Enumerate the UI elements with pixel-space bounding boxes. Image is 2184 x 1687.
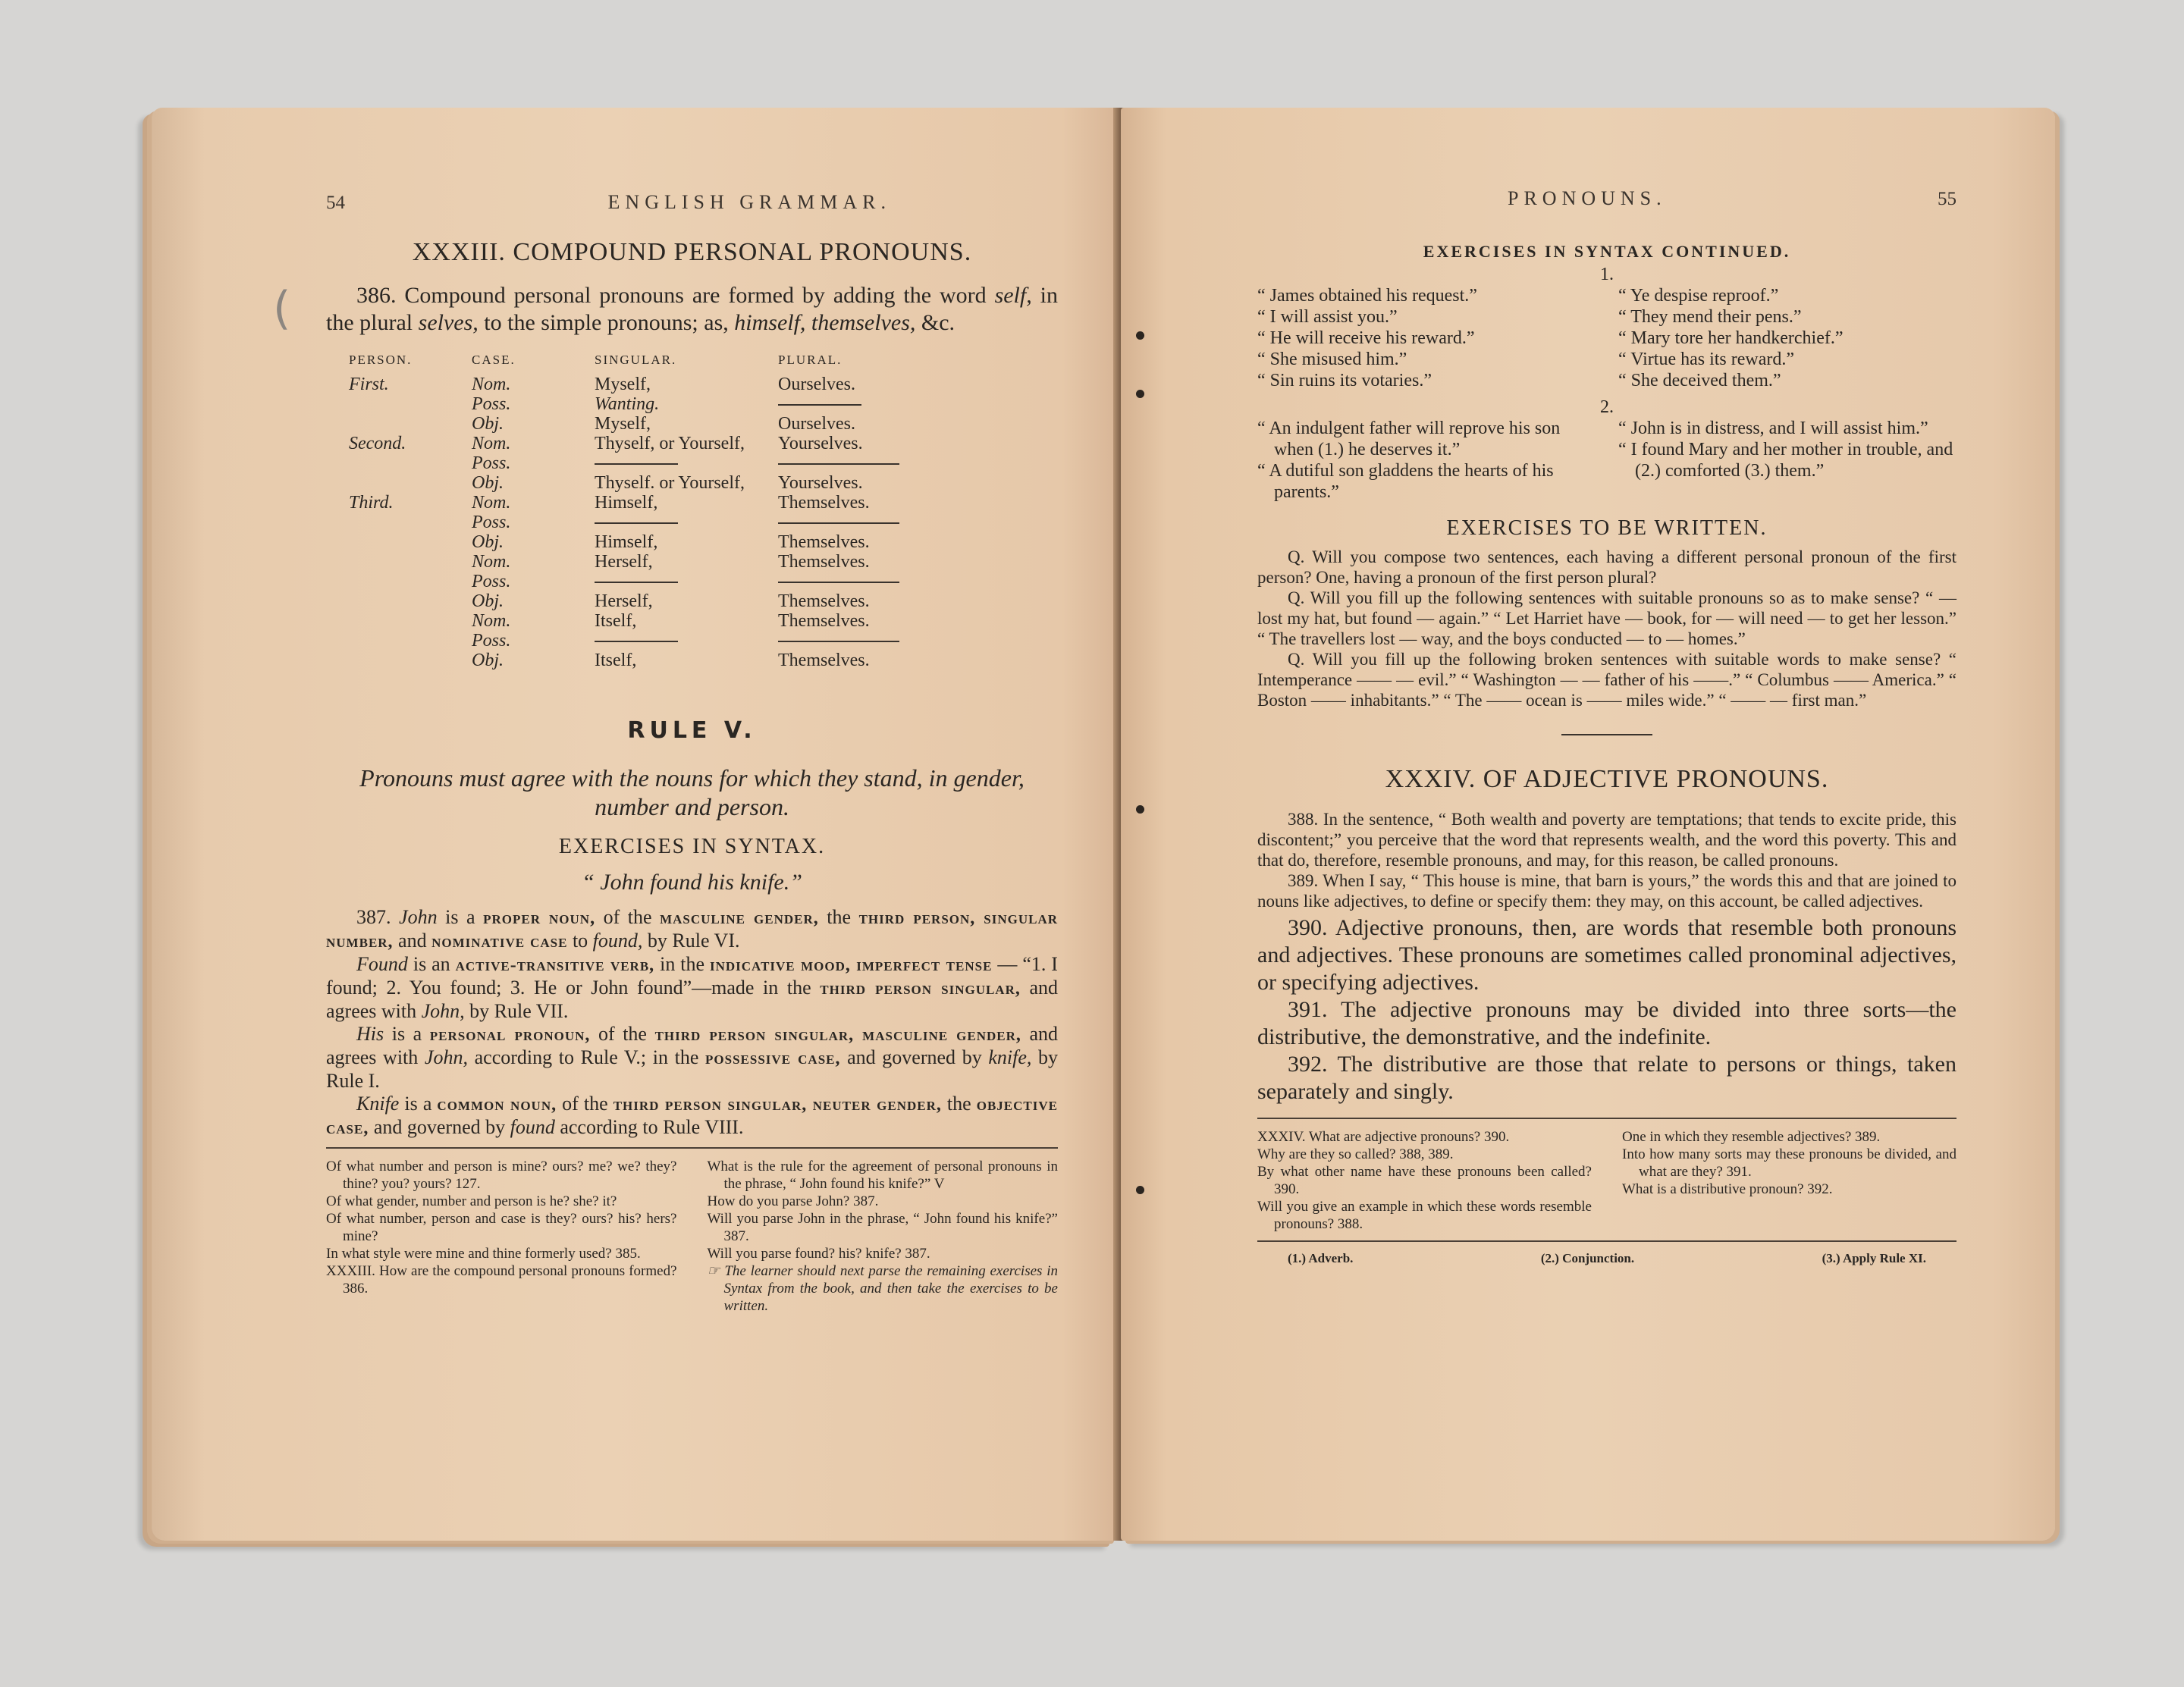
table-row: Poss. xyxy=(349,572,916,591)
exercises-to-be-written-title: EXERCISES TO BE WRITTEN. xyxy=(1446,516,1768,540)
section-title-xxxiv: XXXIV. OF ADJECTIVE PRONOUNS. xyxy=(1385,765,1829,793)
table-row: Second. Nom. Thyself, or Yourself, Yourselves. xyxy=(349,434,863,453)
grammar-notes xyxy=(1257,1240,1956,1266)
paragraph-389: 389. When I say, “ This house is mine, that barn is yours,” the words this and that are joined to nouns like adjectives, to define or specify them: they may, on this account, be called adjectives. xyxy=(1257,871,1956,911)
exercises-in-syntax-title: EXERCISES IN SYNTAX. xyxy=(558,835,826,858)
table-row: Poss. Wanting. xyxy=(349,394,916,414)
header-case: CASE. xyxy=(472,353,516,367)
table-row: Poss. xyxy=(349,453,916,473)
page-number-right: 55 xyxy=(1938,189,1956,209)
left-footnotes xyxy=(326,1147,1058,1315)
page-number-left: 54 xyxy=(326,193,345,213)
left-page xyxy=(152,108,1119,1541)
question-1: Q. Will you compose two sentences, each having a different personal pronoun of the first person? One, having a pronoun of the first person plural? xyxy=(1257,547,1956,587)
table-row: Obj. Himself, Themselves. xyxy=(472,532,870,552)
table-row: Obj. Herself, Themselves. xyxy=(472,591,870,611)
binding-hole xyxy=(1136,805,1144,814)
exercises-continued-title: EXERCISES IN SYNTAX CONTINUED. xyxy=(1423,242,1791,261)
header-plural: PLURAL. xyxy=(778,353,843,367)
table-row: First. Nom. Myself, Ourselves. xyxy=(349,375,855,394)
table-header-row xyxy=(349,347,916,375)
right-running-title: PRONOUNS. xyxy=(1508,187,1667,209)
table-row: Obj. Itself, Themselves. xyxy=(472,651,870,670)
exercise-set-1: “ James obtained his request.” “ I will assist you.” “ He will receive his reward.” “ She misused him.” “ Sin ruins its votaries.” “ Ye despise reproof.” “ They mend their pens.” “ Mary tore her handkerchief.” “ Virtue has its reward.” “ She deceived them.” xyxy=(1257,286,1844,390)
binding-hole xyxy=(1136,1186,1144,1194)
set-2-label: 2. xyxy=(1600,397,1614,417)
table-row: Poss. xyxy=(349,631,916,651)
header-singular: SINGULAR. xyxy=(595,353,677,367)
question-3: Q. Will you fill up the following broken sentences with suitable words to make sense? “ Intemperance —— — evil.” “ Washington — — father of his ——.” “ Columbus —— America.” “ Boston —— inhabitants.” “ The —— ocean is —— miles wide.” “ —— — first man.” xyxy=(1257,650,1956,710)
paragraph-392: 392. The distributive are those that relate to persons or things, taken separately and singly. xyxy=(1257,1052,1956,1104)
binding-hole xyxy=(1136,390,1144,398)
left-running-head xyxy=(326,191,1058,214)
table-row: Obj. Myself, Ourselves. xyxy=(472,414,855,434)
right-page xyxy=(1121,108,2055,1541)
exercise-set-2: “ An indulgent father will reprove his son when (1.) he deserves it.” “ A dutiful son gladdens the hearts of his parents.” “ John is in distress, and I will assist him.” “ I found Mary and her mother in trouble, and (2.) comforted (3.) them.” xyxy=(1257,419,1953,502)
paragraph-390: 390. Adjective pronouns, then, are words that resemble both pronouns and adjectives. These pronouns are sometimes called pronominal adjectives, or specifying adjectives. xyxy=(1257,915,1956,995)
paragraph-387: 387. John is a proper noun, of the masculine gender, the third person, singular number, and nominative case to found, by Rule VI. xyxy=(326,906,1059,952)
table-row: Poss. xyxy=(349,513,916,532)
rule-v-text: Pronouns must agree with the nouns for which they stand, in gender, number and person. xyxy=(359,764,1025,820)
left-footnotes-col-2: What is the rule for the agreement of personal pronouns in the phrase, “ John found his knife?” V How do you parse John? 387. Will you parse John in the phrase, “ John found his knife?” 387. Will you parse found? his? knife? 387. ☞ The learner should next parse the remaining exercises in Syntax from the book, and then take the exercises to be written. xyxy=(707,1159,1058,1314)
paragraph-his: His is a personal pronoun, of the third person singular, masculine gender, and agrees with John, according to Rule V.; in the possessive case, and governed by knife, by Rule I. xyxy=(326,1023,1059,1092)
right-running-head xyxy=(1257,187,1956,210)
paragraph-391: 391. The adjective pronouns may be divided into three sorts—the distributive, the demonstrative, and the indefinite. xyxy=(1257,997,1956,1049)
note-2: (2.) Conjunction. xyxy=(1540,1251,1635,1265)
paragraph-knife: Knife is a common noun, of the third person singular, neuter gender, the objective case, and governed by found according to Rule VIII. xyxy=(326,1093,1058,1138)
ornament-divider xyxy=(1257,726,1956,739)
table-row: Nom. Herself, Themselves. xyxy=(472,552,870,572)
note-3: (3.) Apply Rule XI. xyxy=(1822,1251,1926,1265)
note-1: (1.) Adverb. xyxy=(1288,1251,1354,1265)
left-footnotes-col-1: Of what number and person is mine? ours? me? we? they? thine? you? yours? 127. Of what gender, number and person is he? she? it? Of what number, person and case is they? ours? his? hers? mine? In what style were mine and thine formerly used? 385. XXXIII. How are the compound personal pronouns formed? 386. xyxy=(326,1159,677,1297)
right-footnotes: XXXIV. What are adjective pronouns? 390. Why are they so called? 388, 389. By what other name have these pronouns been called? 390. Will you give an example in which these words resemble pronouns? 388. One in which they resemble adjectives? 389. Into how many sorts may these pronouns be divided, and what are they? 391. What is a distributive pronoun? 392. xyxy=(1257,1118,1956,1233)
rule-v-title: RULE V. xyxy=(627,717,757,744)
paragraph-388: 388. In the sentence, “ Both wealth and poverty are temptations; that tends to excite pride, this discontent;” you perceive that the word that represents wealth, and the word this poverty. This and that do, therefore, resemble pronouns, and may, for this reason, be called pronouns. xyxy=(1257,810,1956,870)
pronoun-declension-table xyxy=(349,347,916,670)
paragraph-386: 386. Compound personal pronouns are formed by adding the word self, in the plural selves, to the simple pronouns; as, himself, themselves, &c. xyxy=(326,283,1058,335)
pencil-mark: ( xyxy=(273,282,291,335)
set-1-label: 1. xyxy=(1600,265,1614,284)
open-book xyxy=(152,108,2055,1541)
section-title-xxxiii: XXXIII. COMPOUND PERSONAL PRONOUNS. xyxy=(412,238,972,266)
table-row: Nom. Itself, Themselves. xyxy=(472,611,870,631)
paragraph-found: Found is an active-transitive verb, in the indicative mood, imperfect tense — “1. I found; 2. You found; 3. He or John found”—made in the third person singular, and agrees with John, by Rule VII. xyxy=(326,953,1058,1022)
example-sentence: “ John found his knife.” xyxy=(582,870,802,895)
table-row: Third. Nom. Himself, Themselves. xyxy=(349,493,870,513)
table-row: Obj. Thyself. or Yourself, Yourselves. xyxy=(472,473,863,493)
binding-hole xyxy=(1136,331,1144,340)
header-person: PERSON. xyxy=(349,353,413,367)
question-2: Q. Will you fill up the following sentences with suitable pronouns so as to make sense? “ — lost my hat, but found — again.” “ Let Harriet have — book, for — will need — to get her lesson.” “ The travellers lost — way, and the boys conducted — to — homes.” xyxy=(1257,588,1956,648)
left-running-title: ENGLISH GRAMMAR. xyxy=(607,191,891,213)
